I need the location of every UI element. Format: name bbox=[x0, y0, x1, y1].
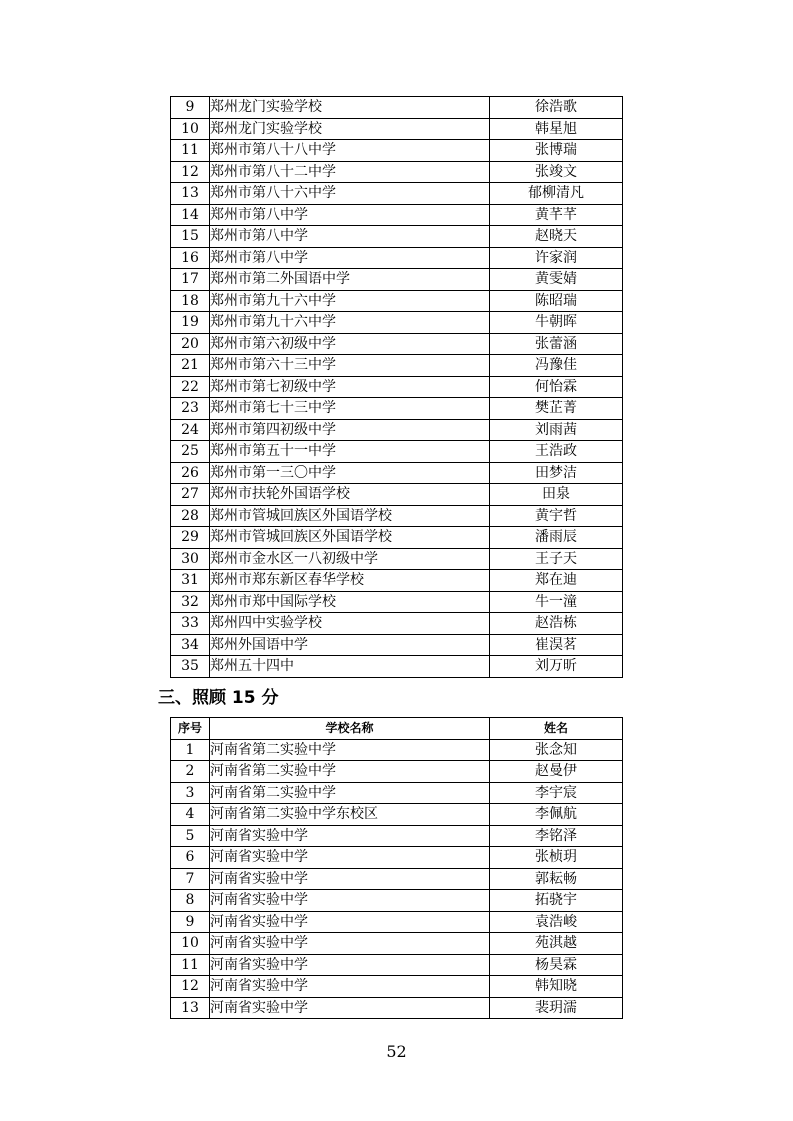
table-row bbox=[171, 505, 623, 527]
table-row bbox=[171, 183, 623, 205]
school-name: 郑州市第七初级中学 bbox=[210, 376, 490, 398]
table-row bbox=[171, 911, 623, 933]
school-name: 郑州四中实验学校 bbox=[210, 613, 490, 635]
student-name: 王子天 bbox=[490, 548, 623, 570]
school-name: 郑州市管城回族区外国语学校 bbox=[210, 527, 490, 549]
student-name: 杨昊霖 bbox=[490, 954, 623, 976]
row-number: 23 bbox=[171, 398, 210, 420]
table-row bbox=[171, 161, 623, 183]
row-number: 12 bbox=[171, 161, 210, 183]
table-row bbox=[171, 484, 623, 506]
student-name: 崔淏茗 bbox=[490, 634, 623, 656]
table-row bbox=[171, 954, 623, 976]
student-name: 韩知晓 bbox=[490, 976, 623, 998]
school-name: 河南省实验中学 bbox=[210, 868, 490, 890]
table-row bbox=[171, 976, 623, 998]
table-row bbox=[171, 868, 623, 890]
student-name: 张蕾涵 bbox=[490, 333, 623, 355]
table-row bbox=[171, 398, 623, 420]
row-number: 33 bbox=[171, 613, 210, 635]
row-number: 17 bbox=[171, 269, 210, 291]
school-name: 河南省实验中学 bbox=[210, 997, 490, 1019]
table-row bbox=[171, 419, 623, 441]
school-name: 郑州市扶轮外国语学校 bbox=[210, 484, 490, 506]
table-header-row bbox=[171, 718, 623, 740]
school-name: 郑州五十四中 bbox=[210, 656, 490, 678]
student-table-care-points bbox=[170, 717, 623, 1019]
row-number: 9 bbox=[171, 911, 210, 933]
row-number: 10 bbox=[171, 118, 210, 140]
page-number: 52 bbox=[386, 1042, 407, 1061]
student-name: 潘雨辰 bbox=[490, 527, 623, 549]
school-name: 郑州市第八十二中学 bbox=[210, 161, 490, 183]
school-name: 河南省第二实验中学东校区 bbox=[210, 804, 490, 826]
school-name: 郑州市第八中学 bbox=[210, 247, 490, 269]
student-name: 田梦洁 bbox=[490, 462, 623, 484]
row-number: 20 bbox=[171, 333, 210, 355]
school-name: 河南省实验中学 bbox=[210, 890, 490, 912]
school-name: 郑州市第六十三中学 bbox=[210, 355, 490, 377]
row-number: 35 bbox=[171, 656, 210, 678]
table-row bbox=[171, 376, 623, 398]
student-name: 黄宇哲 bbox=[490, 505, 623, 527]
student-name: 徐浩歌 bbox=[490, 97, 623, 119]
table-row bbox=[171, 782, 623, 804]
student-name: 牛一潼 bbox=[490, 591, 623, 613]
row-number: 34 bbox=[171, 634, 210, 656]
student-table-continued bbox=[170, 96, 623, 678]
row-number: 13 bbox=[171, 183, 210, 205]
school-name: 郑州市第一三〇中学 bbox=[210, 462, 490, 484]
table-row bbox=[171, 97, 623, 119]
row-number: 18 bbox=[171, 290, 210, 312]
section-heading: 三、照顾 15 分 bbox=[158, 688, 279, 708]
student-name: 刘万昕 bbox=[490, 656, 623, 678]
student-name: 赵浩栋 bbox=[490, 613, 623, 635]
student-name: 郑在迪 bbox=[490, 570, 623, 592]
school-name: 郑州市第八十八中学 bbox=[210, 140, 490, 162]
row-number: 29 bbox=[171, 527, 210, 549]
school-name: 河南省实验中学 bbox=[210, 976, 490, 998]
school-name: 郑州市第六初级中学 bbox=[210, 333, 490, 355]
row-number: 32 bbox=[171, 591, 210, 613]
student-name: 张博瑞 bbox=[490, 140, 623, 162]
table-row bbox=[171, 548, 623, 570]
student-name: 赵曼伊 bbox=[490, 761, 623, 783]
row-number: 13 bbox=[171, 997, 210, 1019]
row-number: 15 bbox=[171, 226, 210, 248]
student-name: 郁柳清凡 bbox=[490, 183, 623, 205]
row-number: 24 bbox=[171, 419, 210, 441]
school-name: 郑州市第四初级中学 bbox=[210, 419, 490, 441]
table-row bbox=[171, 118, 623, 140]
school-name: 郑州市第九十六中学 bbox=[210, 312, 490, 334]
row-number: 10 bbox=[171, 933, 210, 955]
row-number: 19 bbox=[171, 312, 210, 334]
school-name: 郑州市第八中学 bbox=[210, 226, 490, 248]
table-row bbox=[171, 441, 623, 463]
header-school: 学校名称 bbox=[210, 718, 490, 740]
school-name: 河南省第二实验中学 bbox=[210, 782, 490, 804]
school-name: 郑州市第八十六中学 bbox=[210, 183, 490, 205]
student-name: 黄雯婧 bbox=[490, 269, 623, 291]
row-number: 9 bbox=[171, 97, 210, 119]
school-name: 河南省实验中学 bbox=[210, 933, 490, 955]
header-name: 姓名 bbox=[490, 718, 623, 740]
row-number: 8 bbox=[171, 890, 210, 912]
row-number: 6 bbox=[171, 847, 210, 869]
school-name: 郑州市管城回族区外国语学校 bbox=[210, 505, 490, 527]
school-name: 郑州市郑中国际学校 bbox=[210, 591, 490, 613]
school-name: 郑州龙门实验学校 bbox=[210, 118, 490, 140]
student-name: 苑淇越 bbox=[490, 933, 623, 955]
row-number: 2 bbox=[171, 761, 210, 783]
row-number: 3 bbox=[171, 782, 210, 804]
table-row bbox=[171, 226, 623, 248]
row-number: 31 bbox=[171, 570, 210, 592]
student-name: 张竣文 bbox=[490, 161, 623, 183]
row-number: 11 bbox=[171, 954, 210, 976]
school-name: 河南省实验中学 bbox=[210, 825, 490, 847]
student-name: 许家润 bbox=[490, 247, 623, 269]
student-name: 刘雨茜 bbox=[490, 419, 623, 441]
student-name: 何怡霖 bbox=[490, 376, 623, 398]
student-name: 郭耘畅 bbox=[490, 868, 623, 890]
table-row bbox=[171, 761, 623, 783]
student-name: 王浩政 bbox=[490, 441, 623, 463]
table-row bbox=[171, 890, 623, 912]
student-name: 张桢玥 bbox=[490, 847, 623, 869]
row-number: 26 bbox=[171, 462, 210, 484]
school-name: 郑州市第七十三中学 bbox=[210, 398, 490, 420]
row-number: 27 bbox=[171, 484, 210, 506]
student-name: 李铭泽 bbox=[490, 825, 623, 847]
row-number: 7 bbox=[171, 868, 210, 890]
row-number: 16 bbox=[171, 247, 210, 269]
school-name: 郑州龙门实验学校 bbox=[210, 97, 490, 119]
table-row bbox=[171, 355, 623, 377]
row-number: 28 bbox=[171, 505, 210, 527]
table-row bbox=[171, 290, 623, 312]
table-row bbox=[171, 825, 623, 847]
school-name: 郑州市郑东新区春华学校 bbox=[210, 570, 490, 592]
table-row bbox=[171, 462, 623, 484]
table-row bbox=[171, 527, 623, 549]
table-row bbox=[171, 997, 623, 1019]
student-name: 樊芷菁 bbox=[490, 398, 623, 420]
student-name: 田泉 bbox=[490, 484, 623, 506]
table-row bbox=[171, 333, 623, 355]
student-name: 李宇宸 bbox=[490, 782, 623, 804]
school-name: 河南省实验中学 bbox=[210, 954, 490, 976]
school-name: 郑州外国语中学 bbox=[210, 634, 490, 656]
student-name: 李佩航 bbox=[490, 804, 623, 826]
table2-body bbox=[171, 739, 623, 1019]
student-name: 冯豫佳 bbox=[490, 355, 623, 377]
row-number: 14 bbox=[171, 204, 210, 226]
school-name: 郑州市第九十六中学 bbox=[210, 290, 490, 312]
row-number: 12 bbox=[171, 976, 210, 998]
student-name: 陈昭瑞 bbox=[490, 290, 623, 312]
row-number: 11 bbox=[171, 140, 210, 162]
row-number: 22 bbox=[171, 376, 210, 398]
row-number: 4 bbox=[171, 804, 210, 826]
row-number: 30 bbox=[171, 548, 210, 570]
table-row bbox=[171, 804, 623, 826]
table-row bbox=[171, 739, 623, 761]
school-name: 郑州市第八中学 bbox=[210, 204, 490, 226]
table-row bbox=[171, 204, 623, 226]
table-row bbox=[171, 656, 623, 678]
row-number: 1 bbox=[171, 739, 210, 761]
school-name: 郑州市第二外国语中学 bbox=[210, 269, 490, 291]
student-name: 拓骁宇 bbox=[490, 890, 623, 912]
student-name: 黄芊芊 bbox=[490, 204, 623, 226]
table-row bbox=[171, 269, 623, 291]
school-name: 河南省实验中学 bbox=[210, 911, 490, 933]
school-name: 郑州市金水区一八初级中学 bbox=[210, 548, 490, 570]
table-row bbox=[171, 613, 623, 635]
table-row bbox=[171, 312, 623, 334]
student-name: 牛朝晖 bbox=[490, 312, 623, 334]
table-row bbox=[171, 847, 623, 869]
table1-body bbox=[171, 97, 623, 678]
school-name: 河南省第二实验中学 bbox=[210, 761, 490, 783]
row-number: 5 bbox=[171, 825, 210, 847]
student-name: 张念知 bbox=[490, 739, 623, 761]
table-row bbox=[171, 247, 623, 269]
table-row bbox=[171, 634, 623, 656]
student-name: 赵晓天 bbox=[490, 226, 623, 248]
table-row bbox=[171, 933, 623, 955]
table-row bbox=[171, 140, 623, 162]
header-no: 序号 bbox=[171, 718, 210, 740]
row-number: 25 bbox=[171, 441, 210, 463]
table-row bbox=[171, 591, 623, 613]
school-name: 河南省第二实验中学 bbox=[210, 739, 490, 761]
student-name: 裴玥濡 bbox=[490, 997, 623, 1019]
school-name: 河南省实验中学 bbox=[210, 847, 490, 869]
student-name: 韩星旭 bbox=[490, 118, 623, 140]
table-row bbox=[171, 570, 623, 592]
school-name: 郑州市第五十一中学 bbox=[210, 441, 490, 463]
student-name: 袁浩峻 bbox=[490, 911, 623, 933]
row-number: 21 bbox=[171, 355, 210, 377]
